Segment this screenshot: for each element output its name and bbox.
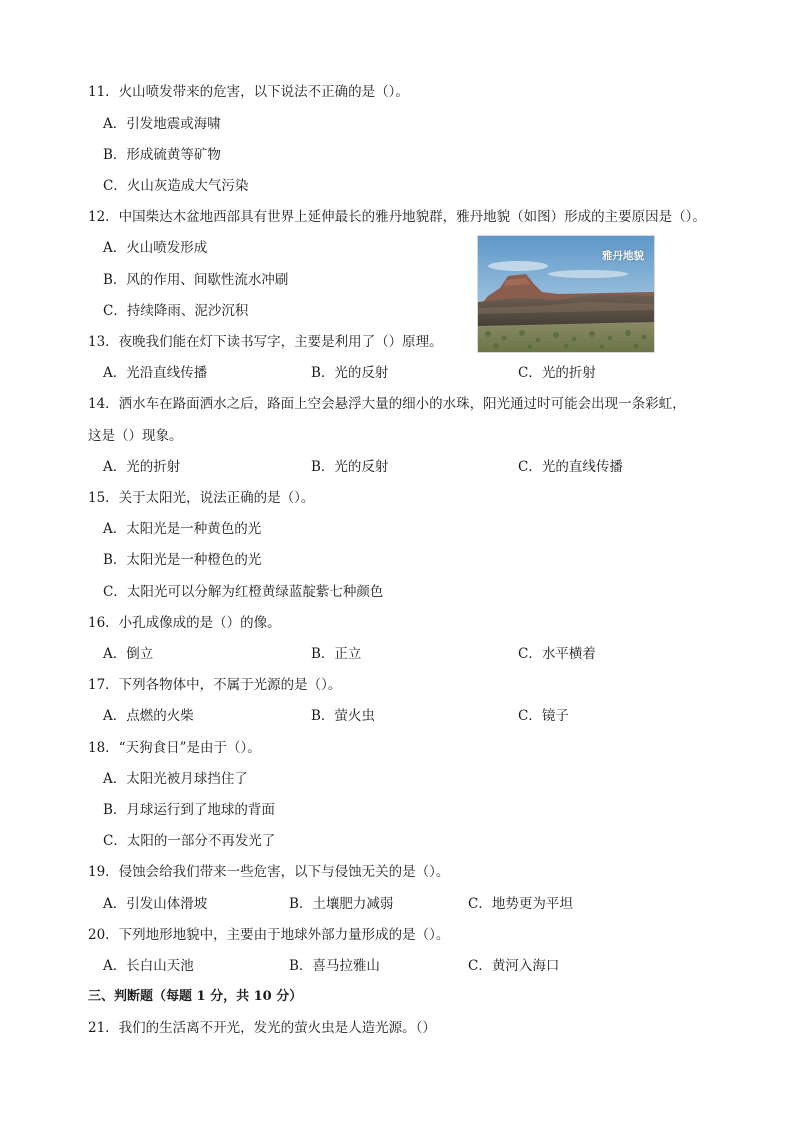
question-16-stem: 16．小孔成像成的是（）的像。 <box>88 615 281 631</box>
question-18-option-a: A．太阳光被月球挡住了 <box>103 771 248 787</box>
question-12-option-c: C．持续降雨、泥沙沉积 <box>103 303 249 319</box>
yardang-landform-photo <box>477 235 655 353</box>
question-15-option-a: A．太阳光是一种黄色的光 <box>103 521 262 537</box>
question-11-option-b: B．形成硫黄等矿物 <box>103 147 221 163</box>
question-14-option-a: A．光的折射 <box>103 459 181 475</box>
question-13-option-c: C．光的折射 <box>518 365 596 381</box>
question-20-option-b: B．喜马拉雅山 <box>289 958 380 974</box>
question-20-option-c: C．黄河入海口 <box>468 958 560 974</box>
question-12-option-a: A．火山喷发形成 <box>103 240 208 256</box>
question-14-option-c: C．光的直线传播 <box>518 459 623 475</box>
question-16-option-c: C．水平横着 <box>518 646 596 662</box>
question-16-option-a: A．倒立 <box>103 646 154 662</box>
question-13-option-b: B．光的反射 <box>311 365 389 381</box>
question-11-stem: 11．火山喷发带来的危害，以下说法不正确的是（）。 <box>88 84 409 100</box>
question-12-stem: 12．中国柴达木盆地西部具有世界上延伸最长的雅丹地貌群，雅丹地貌（如图）形成的主要原因是（）。 <box>88 209 706 225</box>
question-13-option-a: A．光沿直线传播 <box>103 365 208 381</box>
question-11-option-c: C．火山灰造成大气污染 <box>103 178 249 194</box>
question-15-option-b: B．太阳光是一种橙色的光 <box>103 552 262 568</box>
question-17-option-c: C．镜子 <box>518 708 569 724</box>
question-19-stem: 19．侵蚀会给我们带来一些危害，以下与侵蚀无关的是（）。 <box>88 864 450 880</box>
question-14-stem-line-1: 14．洒水车在路面洒水之后，路面上空会悬浮大量的细小的水珠，阳光通过时可能会出现一条彩虹， <box>88 396 686 412</box>
question-17-option-b: B．萤火虫 <box>311 708 375 724</box>
question-13-stem: 13．夜晚我们能在灯下读书写字，主要是利用了（）原理。 <box>88 334 443 350</box>
question-14-option-b: B．光的反射 <box>311 459 389 475</box>
section-3-heading: 三、判断题（每题 1 分，共 10 分） <box>88 989 303 1004</box>
question-17-stem: 17．下列各物体中，不属于光源的是（）。 <box>88 677 342 693</box>
question-19-option-c: C．地势更为平坦 <box>468 896 573 912</box>
question-18-option-c: C．太阳的一部分不再发光了 <box>103 833 276 849</box>
question-11-option-a: A．引发地震或海啸 <box>103 116 221 132</box>
question-14-stem-line-2: 这是（）现象。 <box>88 428 183 444</box>
question-16-option-b: B．正立 <box>311 646 362 662</box>
question-20-option-a: A．长白山天池 <box>103 958 194 974</box>
question-19-option-a: A．引发山体滑坡 <box>103 896 208 912</box>
question-15-option-c: C．太阳光可以分解为红橙黄绿蓝靛紫七种颜色 <box>103 584 384 600</box>
photo-caption-label: 雅丹地貌 <box>602 250 644 262</box>
question-17-option-a: A．点燃的火柴 <box>103 708 194 724</box>
question-18-stem: 18．“天狗食日”是由于（）。 <box>88 740 261 756</box>
question-12-option-b: B．风的作用、间歇性流水冲刷 <box>103 272 289 288</box>
question-19-option-b: B．土壤肥力减弱 <box>289 896 394 912</box>
question-15-stem: 15．关于太阳光，说法正确的是（）。 <box>88 490 315 506</box>
question-20-stem: 20．下列地形地貌中，主要由于地球外部力量形成的是（）。 <box>88 927 450 943</box>
question-21-stem: 21．我们的生活离不开光，发光的萤火虫是人造光源。（） <box>88 1020 436 1036</box>
question-18-option-b: B．月球运行到了地球的背面 <box>103 802 275 818</box>
